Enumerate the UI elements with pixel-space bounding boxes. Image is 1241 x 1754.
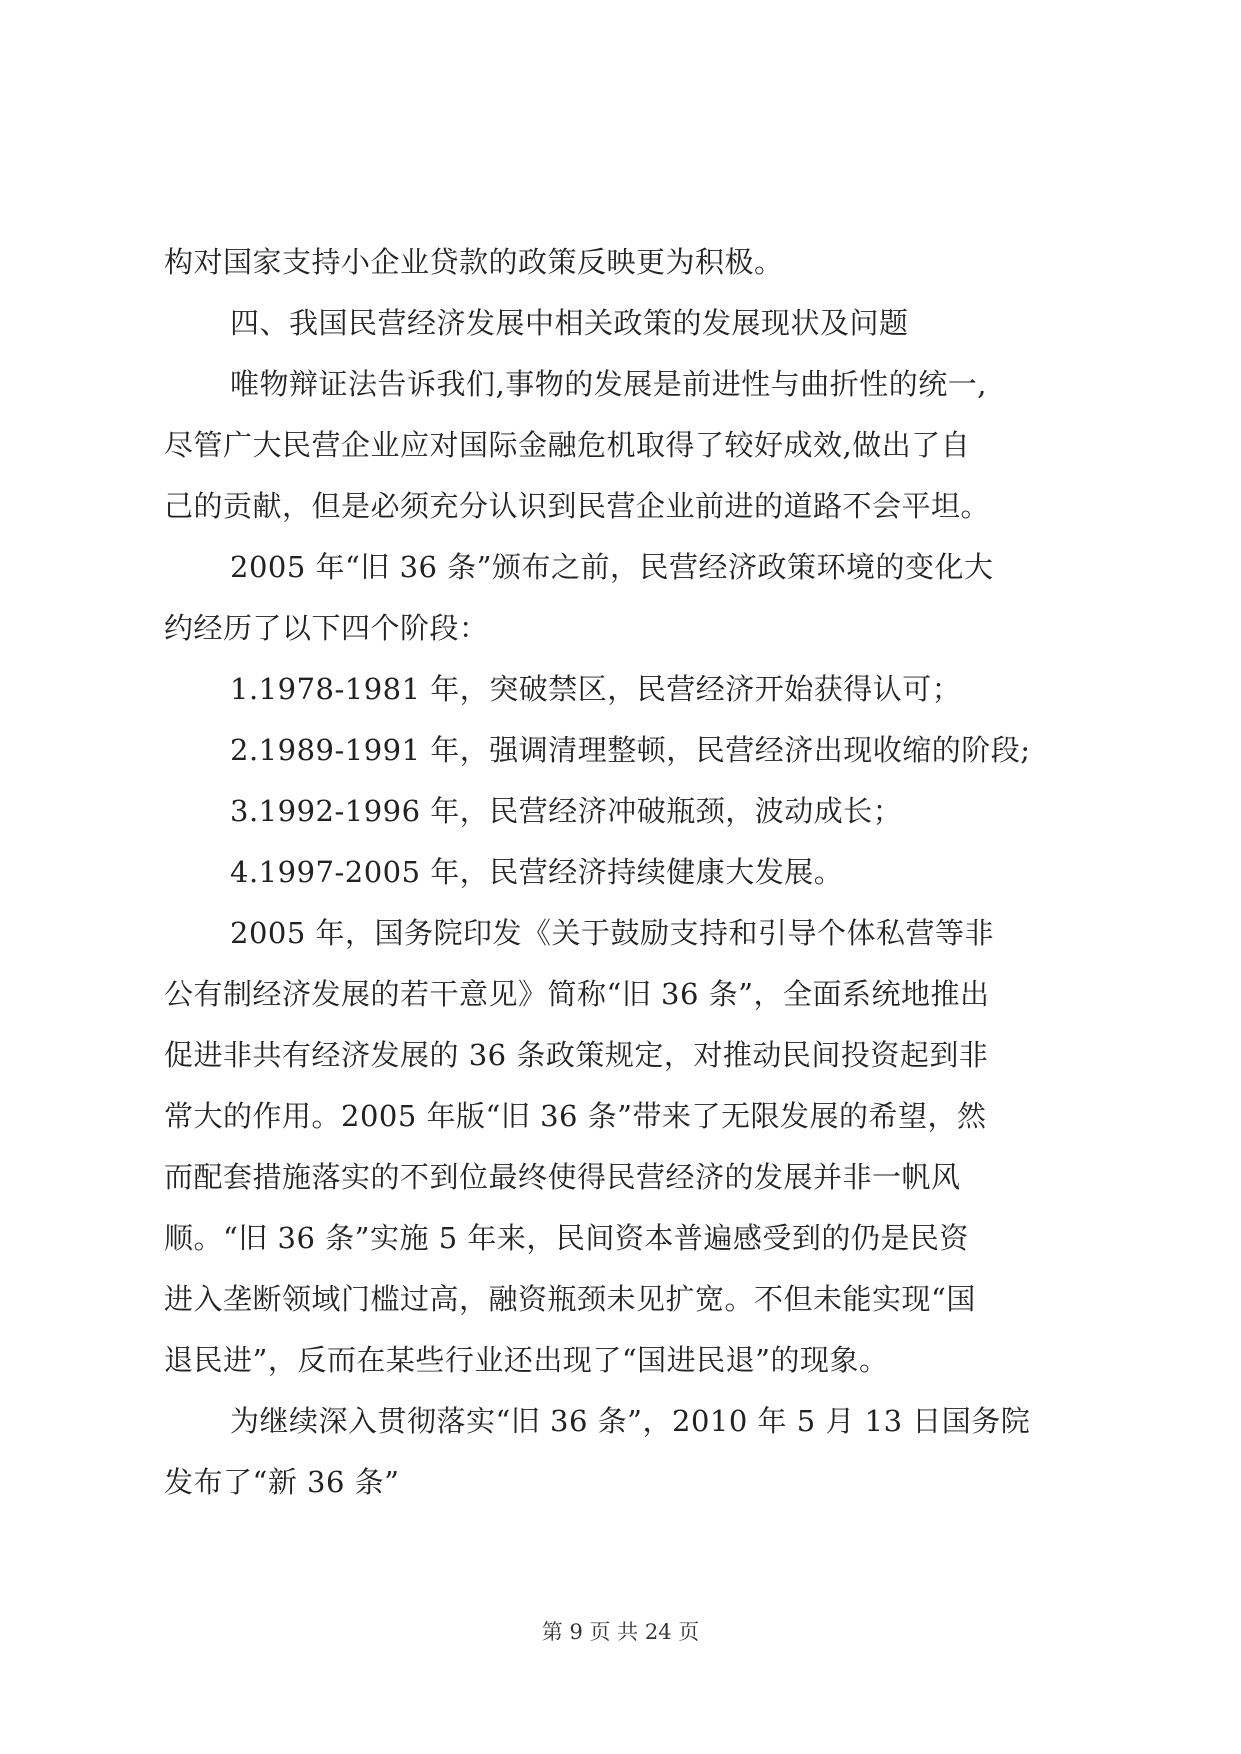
text-line-20: 为继续深入贯彻落实“旧 36 条”，2010 年 5 月 13 日国务院: [230, 1404, 1031, 1438]
text-line-6: 2005 年“旧 36 条”颁布之前，民营经济政策环境的变化大: [230, 550, 994, 584]
text-line-15: 常大的作用。2005 年版“旧 36 条”带来了无限发展的希望，然: [164, 1099, 987, 1133]
text-line-5: 己的贡献，但是必须充分认识到民营企业前进的道路不会平坦。: [164, 489, 991, 523]
list-item-2: 2.1989-1991 年，强调清理整顿，民营经济出现收缩的阶段;: [230, 733, 1031, 767]
text-line-3: 唯物辩证法告诉我们,事物的发展是前进性与曲折性的统一,: [230, 367, 987, 401]
text-line-17: 顺。“旧 36 条”实施 5 年来，民间资本普遍感受到的仍是民资: [164, 1221, 969, 1255]
page-footer: 第 9 页 共 24 页: [541, 1620, 700, 1644]
text-line-7: 约经历了以下四个阶段：: [164, 611, 489, 645]
text-line-4: 尽管广大民营企业应对国际金融危机取得了较好成效,做出了自: [164, 428, 971, 462]
list-item-4: 4.1997-2005 年，民营经济持续健康大发展。: [230, 855, 844, 889]
section-heading: 四、我国民营经济发展中相关政策的发展现状及问题: [230, 306, 909, 340]
text-line-1: 构对国家支持小企业贷款的政策反映更为积极。: [164, 245, 784, 279]
text-line-16: 而配套措施落实的不到位最终使得民营经济的发展并非一帆风: [164, 1160, 961, 1194]
text-line-18: 进入垄断领域门槛过高，融资瓶颈未见扩宽。不但未能实现“国: [164, 1282, 976, 1316]
text-line-21: 发布了“新 36 条”: [164, 1465, 400, 1499]
text-line-19: 退民进”，反而在某些行业还出现了“国进民退”的现象。: [164, 1343, 889, 1377]
list-item-3: 3.1992-1996 年，民营经济冲破瓶颈，波动成长；: [230, 794, 903, 828]
list-item-1: 1.1978-1981 年，突破禁区，民营经济开始获得认可；: [230, 672, 962, 706]
body-text: [164, 232, 1094, 1513]
text-line-14: 促进非共有经济发展的 36 条政策规定，对推动民间投资起到非: [164, 1038, 989, 1072]
text-line-13: 公有制经济发展的若干意见》简称“旧 36 条”，全面系统地推出: [164, 977, 990, 1011]
text-line-12: 2005 年，国务院印发《关于鼓励支持和引导个体私营等非: [230, 916, 995, 950]
